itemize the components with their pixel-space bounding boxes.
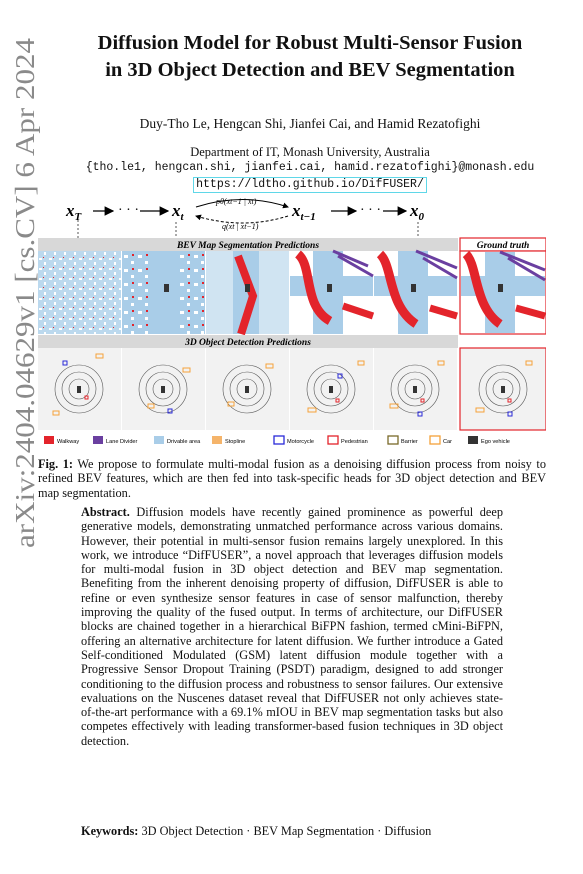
legend-swatch-pedestrian xyxy=(328,436,338,444)
bev-panel-1 xyxy=(38,251,121,334)
q-label: q(xt | xt−1) xyxy=(222,222,259,231)
arxiv-stamp-text: arXiv:2404.04629v1 [cs.CV] 6 Apr 2024 xyxy=(10,104,40,548)
legend-label-barrier: Barrier xyxy=(401,439,418,445)
abstract-label: Abstract. xyxy=(81,505,130,519)
figure-legend xyxy=(44,436,510,445)
abstract xyxy=(81,505,503,748)
legend-label-stopline: Stopline xyxy=(225,439,246,445)
emails: {tho.le1, hengcan.shi, jianfei.cai, hamid.rezatofighi}@monash.edu xyxy=(85,161,535,174)
title-line-2: in 3D Object Detection and BEV Segmentation xyxy=(105,59,515,81)
x-t-minus-1-label: $x_{t-1}$ xyxy=(292,201,316,223)
paper-title xyxy=(40,30,580,84)
keywords-text: 3D Object Detection · BEV Map Segmentation · Diffusion xyxy=(141,824,432,838)
affiliation-block xyxy=(40,145,580,193)
legend-swatch-motorcycle xyxy=(274,436,284,444)
arxiv-stamp xyxy=(6,20,42,550)
svg-text:· · ·: · · · xyxy=(360,203,381,218)
legend-label-lane-divider: Lane Divider xyxy=(106,439,138,445)
legend-swatch-ego-vehicle xyxy=(468,436,478,444)
affiliation: Department of IT, Monash University, Australia xyxy=(190,145,430,159)
legend-swatch-drivable-area xyxy=(154,436,164,444)
legend-label-pedestrian: Pedestrian xyxy=(341,439,368,445)
bev-title: BEV Map Segmentation Predictions xyxy=(176,241,320,251)
x-T-label: $x_T$ xyxy=(66,201,82,223)
p-theta-label: pθ(xt−1 | xt) xyxy=(216,197,257,206)
caption-label: Fig. 1: xyxy=(38,457,74,471)
gt-title: Ground truth xyxy=(476,241,530,251)
detection-panels xyxy=(38,348,546,430)
abstract-text: Diffusion models have recently gained prominence as powerful deep generative models, demonstrating unmatched performance across various domains. However, their potential in multi-sensor fusion remains largely unexplored. In this work, we introduce “DifFUSER”, a novel approach that leverages diffusion models for multi-modal fusion in 3D object detection and BEV map segmentation. Benefiting from the inherent denoising property of diffusion, DifFUSER is able to refine or even synthesize sensor features in case of sensor malfunction, thereby improving the quality of the fused output. In terms of architecture, our DifFUSER blocks are chained together in a hierarchical BiFPN fashion, termed cMini-BiFPN, offering an alternative architecture for latent diffusion. We further introduce a Gated Self-conditioned Modulated (GSM) latent diffusion module together with a Progressive Sensor Dropout Training (PSDT) paradigm, designed to add stronger conditioning to the diffusion process and robustness to sensor failures. Our extensive evaluations on the Nuscenes dataset reveal that DifFUSER not only achieves state-of-the-art performance with a 69.1% mIOU in BEV map segmentation tasks but also competes effectively with leading transformer-based fusion techniques in 3D object detection. xyxy=(81,505,503,748)
legend-label-car: Car xyxy=(443,439,453,445)
det-title: 3D Object Detection Predictions xyxy=(185,338,311,348)
legend-label-ego-vehicle: Ego vehicle xyxy=(481,439,510,445)
caption-text: We propose to formulate multi-modal fusion as a denoising diffusion process from noisy to refined BEV features, which are then fed into task-specific heads for 3D object detection and BEV map segmentation. xyxy=(38,457,546,500)
legend-swatch-barrier xyxy=(388,436,398,444)
keywords xyxy=(81,824,521,839)
figure-caption xyxy=(38,457,546,500)
legend-swatch-lane-divider xyxy=(93,436,103,444)
title-line-1: Diffusion Model for Robust Multi-Sensor Fusion xyxy=(97,32,523,54)
authors: Duy-Tho Le, Hengcan Shi, Jianfei Cai, and Hamid Rezatofighi xyxy=(139,116,481,131)
project-url-link[interactable]: https://ldtho.github.io/DifFUSER/ xyxy=(193,177,427,193)
svg-text:· · ·: · · · xyxy=(118,203,139,218)
x-0-label: $x_0$ xyxy=(410,201,424,223)
figure-1 xyxy=(38,196,546,450)
legend-swatch-car xyxy=(430,436,440,444)
legend-swatch-stopline xyxy=(212,436,222,444)
legend-swatch-walkway xyxy=(44,436,54,444)
legend-label-drivable-area: Drivable area xyxy=(167,439,201,445)
keywords-label: Keywords: xyxy=(81,824,139,838)
legend-label-walkway: Walkway xyxy=(57,439,80,445)
legend-label-motorcycle: Motorcycle xyxy=(287,439,315,445)
x-t-label: $x_t$ xyxy=(172,201,184,223)
bev-panels xyxy=(38,251,546,334)
